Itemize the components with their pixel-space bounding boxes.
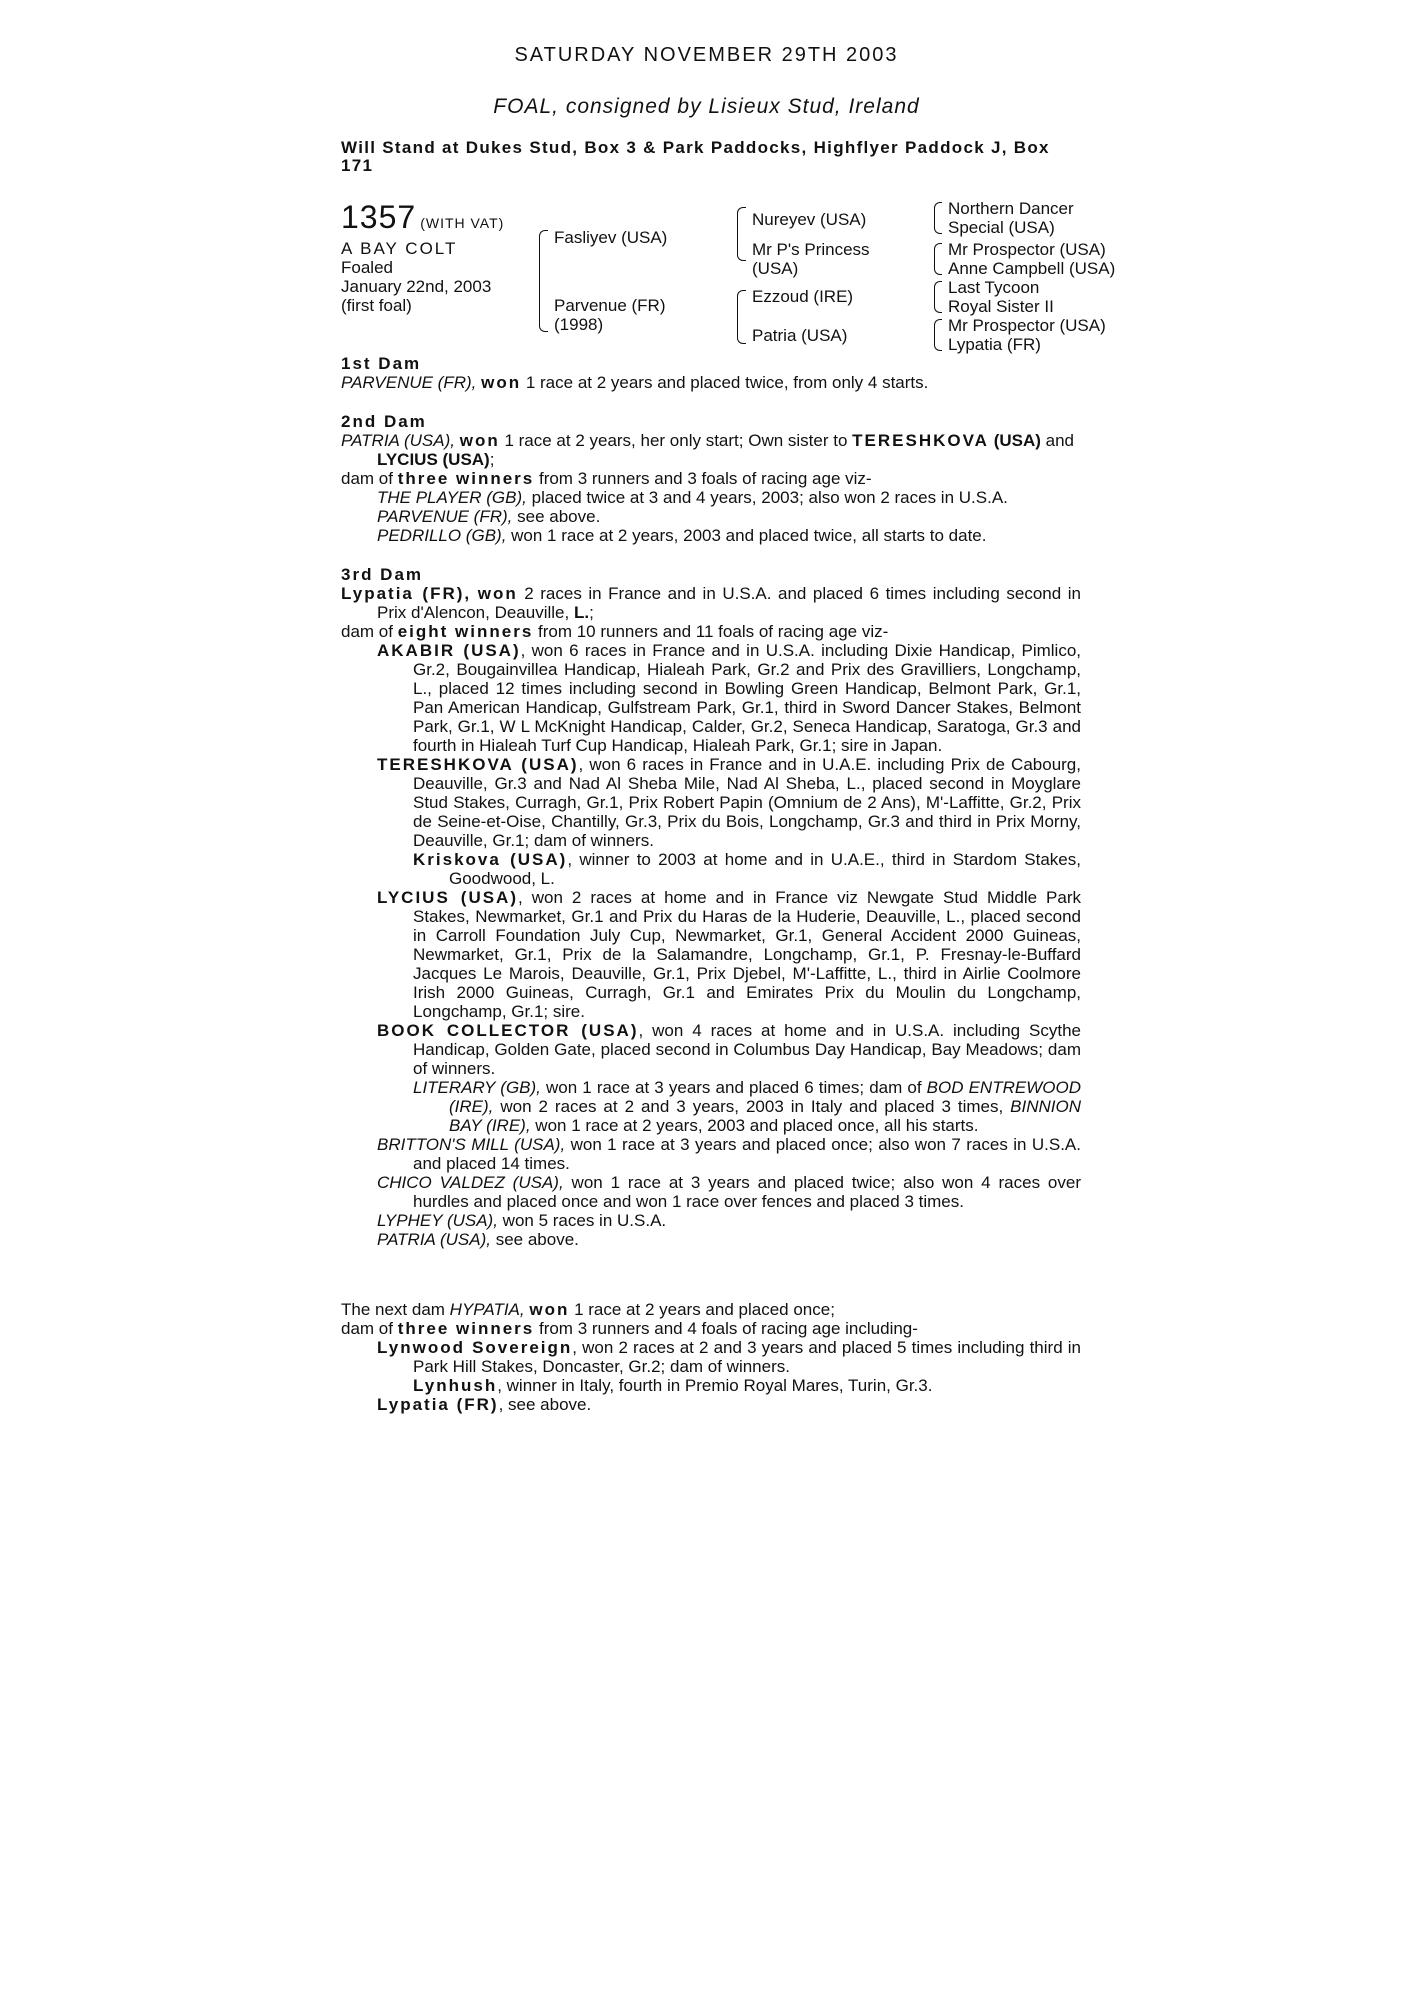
pedigree-dam: Parvenue (FR) xyxy=(554,296,666,315)
pedigree-sire-dam: Mr P's Princess xyxy=(752,240,870,259)
record-text: , see above. xyxy=(498,1395,592,1414)
pedigree-brace-ss xyxy=(934,202,942,234)
produce-entry xyxy=(341,1230,1081,1249)
pedigree-brace-main xyxy=(539,230,548,332)
record-text: won 1 race at 3 years and placed once; also won 7 races in U.S.A. and placed 14 times. xyxy=(413,1135,1081,1173)
conjunction: and xyxy=(1040,431,1074,450)
record-text: , won 2 races at home and in France viz Newgate Stud Middle Park Stakes, Newmarket, Gr.1 and Prix du Haras de la Huderie, Deauville, L., placed second in Carroll Foundation July Cup, Newmarket, Gr.1, General Accident 2000 Guineas, Newmarket, Gr.1, Prix de la Salamandre, Longchamp, Gr.1, P. Fresnay-le-Buffard Jacques Le Marois, Deauville, Gr.1, Prix Djebel, M'-Laffitte, L., third in Airlie Coolmore Irish 2000 Guineas, Curragh, Gr.1 and Emirates Prix du Moulin du Longchamp, Longchamp, Gr.1; sire. xyxy=(413,888,1082,1021)
stand-location: Will Stand at Dukes Stud, Box 3 & Park Paddocks, Highflyer Paddock J, Box 171 xyxy=(341,138,1050,175)
pedigree-sdd: Anne Campbell (USA) xyxy=(948,259,1116,278)
produce-entry xyxy=(341,1395,1081,1414)
lot-sex: A BAY COLT xyxy=(341,239,458,258)
sister-name: TERESHKOVA xyxy=(852,431,989,450)
next-dam-record xyxy=(341,1300,1081,1319)
country-label: (USA) xyxy=(993,431,1041,450)
pedigree-sds: Mr Prospector (USA) xyxy=(948,240,1106,259)
record-text: won 1 race at 3 years and placed 6 times; dam of xyxy=(540,1078,927,1097)
next-dam-section xyxy=(341,1300,1081,1414)
foaled-label: Foaled xyxy=(341,258,393,277)
winners-count: eight winners xyxy=(397,622,534,641)
horse-name: BOD ENTREWOOD (IRE), xyxy=(449,1078,1081,1116)
grade-label: L. xyxy=(573,603,590,622)
second-dam-section xyxy=(341,412,1081,545)
produce-entry xyxy=(341,526,1081,545)
horse-name: BINNION BAY (IRE), xyxy=(449,1097,1081,1135)
produce-entry xyxy=(341,641,1081,755)
horse-name: LITERARY (GB), xyxy=(413,1078,541,1097)
pedigree-sire-sire: Nureyev (USA) xyxy=(752,210,867,229)
dam-of-label: dam of xyxy=(341,1319,398,1338)
won-label: won xyxy=(481,373,522,392)
horse-name: PARVENUE (FR), xyxy=(341,373,477,392)
intro-text: The next dam xyxy=(341,1300,450,1319)
record-text: , winner to 2003 at home and in U.A.E., third in Stardom Stakes, Goodwood, L. xyxy=(449,850,1081,888)
record-text: 1 race at 2 years and placed once; xyxy=(569,1300,835,1319)
horse-name: PEDRILLO (GB), xyxy=(377,526,507,545)
pedigree-dss: Last Tycoon xyxy=(948,278,1040,297)
produce-entry xyxy=(341,755,1081,850)
produce-entry xyxy=(341,1376,1081,1395)
record-text: won 2 races at 2 and 3 years, 2003 in Italy and placed 3 times, xyxy=(493,1097,1011,1116)
section-title: 2nd Dam xyxy=(341,412,427,431)
horse-name: LYPHEY (USA), xyxy=(377,1211,498,1230)
pedigree-dds: Mr Prospector (USA) xyxy=(948,316,1106,335)
pedigree-dam-sire: Ezzoud (IRE) xyxy=(752,287,854,306)
won-label: won xyxy=(529,1300,570,1319)
first-dam-record xyxy=(341,373,1081,392)
punctuation: ; xyxy=(489,450,495,469)
pedigree-brace-ds xyxy=(934,281,942,313)
produce-entry xyxy=(341,488,1081,507)
horse-name: Lypatia (FR) xyxy=(377,1395,499,1414)
record-text: 1 race at 2 years, her only start; Own sister to xyxy=(499,431,853,450)
horse-name: LYCIUS (USA) xyxy=(377,888,518,907)
produce-entry xyxy=(341,1338,1081,1376)
produce-entry xyxy=(341,888,1081,1021)
pedigree-brace-dam xyxy=(737,290,746,344)
horse-name: Kriskova (USA) xyxy=(413,850,568,869)
dam-of-label: dam of xyxy=(341,469,398,488)
winners-count: three winners xyxy=(397,1319,535,1338)
record-text: see above. xyxy=(512,507,601,526)
record-text: won 1 race at 2 years, 2003 and placed once, all his starts. xyxy=(530,1116,979,1135)
record-text: won 5 races in U.S.A. xyxy=(497,1211,667,1230)
produce-entry xyxy=(341,507,1081,526)
section-title: 1st Dam xyxy=(341,354,422,373)
pedigree-ddd: Lypatia (FR) xyxy=(948,335,1041,354)
horse-name: AKABIR (USA) xyxy=(377,641,521,660)
horse-name: Lynhush xyxy=(413,1376,498,1395)
third-dam-record xyxy=(341,584,1081,622)
horse-name: TERESHKOVA (USA) xyxy=(377,755,579,774)
third-dam-section xyxy=(341,565,1081,1249)
record-text: , won 4 races at home and in U.S.A. including Scythe Handicap, Golden Gate, placed second in Columbus Day Handicap, Bay Meadows; dam of winners. xyxy=(413,1021,1081,1078)
consignment-line: FOAL, consigned by Lisieux Stud, Ireland xyxy=(493,95,920,118)
horse-name: Lynwood Sovereign xyxy=(377,1338,573,1357)
horse-name: BOOK COLLECTOR (USA) xyxy=(377,1021,639,1040)
dam-of-label: dam of xyxy=(341,622,398,641)
horse-name: HYPATIA, xyxy=(449,1300,525,1319)
brother-name: LYCIUS (USA) xyxy=(377,450,490,469)
foal-note: (first foal) xyxy=(341,296,412,315)
pedigree-sire-dam-country: (USA) xyxy=(752,259,799,278)
lot-heading xyxy=(341,199,504,236)
lot-info xyxy=(341,239,491,315)
pedigree-dam-dam: Patria (USA) xyxy=(752,326,848,345)
first-dam-section xyxy=(341,354,1081,392)
runners-text: from 3 runners and 3 foals of racing age viz- xyxy=(534,469,872,488)
horse-name: PARVENUE (FR), xyxy=(377,507,513,526)
runners-text: from 10 runners and 11 foals of racing age viz- xyxy=(533,622,889,641)
produce-entry xyxy=(341,1135,1081,1173)
runners-text: from 3 runners and 4 foals of racing age including- xyxy=(534,1319,918,1338)
horse-name: THE PLAYER (GB), xyxy=(377,488,527,507)
produce-entry xyxy=(341,1173,1081,1211)
record-text: won 1 race at 2 years, 2003 and placed twice, all starts to date. xyxy=(506,526,987,545)
record-text: placed twice at 3 and 4 years, 2003; also won 2 races in U.S.A. xyxy=(526,488,1008,507)
record-text: , won 6 races in France and in U.S.A. including Dixie Handicap, Pimlico, Gr.2, Bougainvillea Handicap, Hialeah Park, Gr.2 and Prix des Gravilliers, Longchamp, L., placed 12 times including second in Bowling Green Handicap, Belmont Park, Gr.1, Pan American Handicap, Gulfstream Park, Gr.1, third in Sword Dancer Stakes, Belmont Park, Gr.1, W L McKnight Handicap, Calder, Gr.2, Seneca Handicap, Saratoga, Gr.3 and fourth in Hialeah Turf Cup Handicap, Hialeah Park, Gr.1; sire in Japan. xyxy=(413,641,1081,755)
produce-entry xyxy=(341,850,1081,888)
lot-number: 1357 xyxy=(341,199,417,235)
horse-name: PATRIA (USA), xyxy=(377,1230,491,1249)
section-title: 3rd Dam xyxy=(341,565,424,584)
horse-name: Lypatia (FR), xyxy=(341,584,472,603)
pedigree-brace-dd xyxy=(934,319,942,351)
produce-summary xyxy=(341,469,1081,488)
vat-label: (WITH VAT) xyxy=(420,215,505,231)
horse-name: CHICO VALDEZ (USA), xyxy=(377,1173,564,1192)
pedigree-sss: Northern Dancer xyxy=(948,199,1074,218)
won-label: won xyxy=(477,584,518,603)
record-text: see above. xyxy=(490,1230,579,1249)
won-label: won xyxy=(459,431,500,450)
pedigree-ssd: Special (USA) xyxy=(948,218,1055,237)
sale-date: SATURDAY NOVEMBER 29TH 2003 xyxy=(514,44,899,66)
produce-entry xyxy=(341,1021,1081,1078)
pedigree-brace-sire xyxy=(737,207,746,261)
produce-entry xyxy=(341,1211,1081,1230)
pedigree-sire: Fasliyev (USA) xyxy=(554,228,668,247)
winners-count: three winners xyxy=(397,469,535,488)
produce-summary xyxy=(341,622,1081,641)
record-text: won 1 race at 3 years and placed twice; also won 4 races over hurdles and placed once and won 1 race over fences and placed 3 times. xyxy=(413,1173,1081,1211)
pedigree-dam-year: (1998) xyxy=(554,315,604,334)
produce-summary xyxy=(341,1319,1081,1338)
foaled-date: January 22nd, 2003 xyxy=(341,277,492,296)
produce-entry xyxy=(341,1078,1081,1135)
record-text: , won 6 races in France and in U.A.E. including Prix de Cabourg, Deauville, Gr.3 and Nad Al Sheba Mile, Nad Al Sheba, L., placed second in Moyglare Stud Stakes, Curragh, Gr.1, Prix Robert Papin (Omnium de 2 Ans), M'-Laffitte, Gr.2, Prix de Seine-et-Oise, Chantilly, Gr.3, Prix du Bois, Longchamp, Gr.3 and third in Prix Morny, Deauville, Gr.1; dam of winners. xyxy=(413,755,1081,850)
punctuation: ; xyxy=(589,603,594,622)
pedigree-dsd: Royal Sister II xyxy=(948,297,1054,316)
record-text: , winner in Italy, fourth in Premio Royal Mares, Turin, Gr.3. xyxy=(497,1376,933,1395)
record-text: , won 2 races at 2 and 3 years and placed 5 times including third in Park Hill Stakes, Doncaster, Gr.2; dam of winners. xyxy=(413,1338,1081,1376)
pedigree-brace-sd xyxy=(934,243,942,275)
horse-name: BRITTON'S MILL (USA), xyxy=(377,1135,566,1154)
record-text: 1 race at 2 years and placed twice, from only 4 starts. xyxy=(521,373,929,392)
record-text: 2 races in France and in U.S.A. and placed 6 times including second in Prix d'Alencon, Deauville, xyxy=(377,584,1081,622)
second-dam-record xyxy=(341,431,1081,469)
horse-name: PATRIA (USA), xyxy=(341,431,455,450)
